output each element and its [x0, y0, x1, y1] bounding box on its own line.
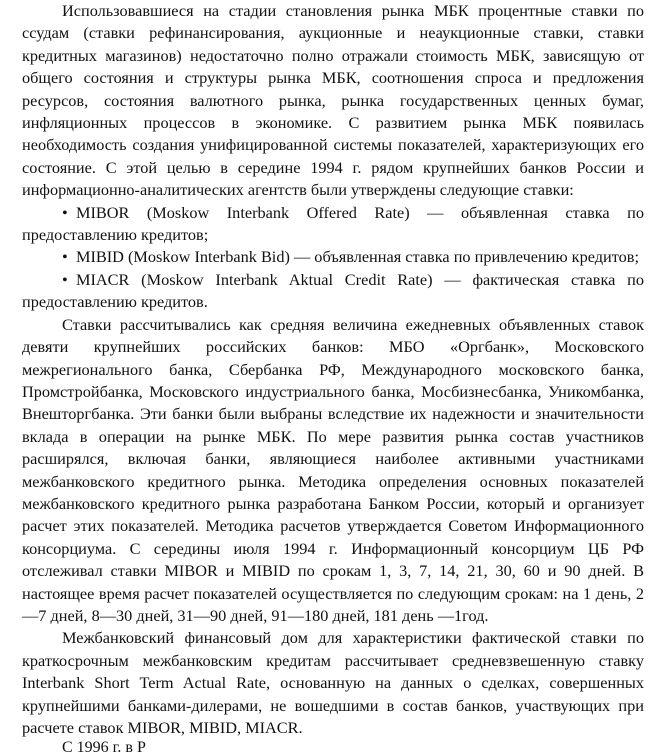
cut-off-line: С 1996 г. в Р [62, 740, 146, 756]
bullet-mibid [22, 246, 644, 268]
paragraph-intro: Использовавшиеся на стадии становления рынка МБК процентные ставки по ссудам (ставки рефинансирования, аукционные и неаукционные ставки, ставки кредитных магазинов) недостаточно полно отражали стоимость МБК, зависящую от общего состояния и структуры рынка МБК, соотношения спроса и предложения ресурсов, состояния валютного рынка, рынка государственных ценных бумаг, инфляционных процессов в экономике. С развитием рынка МБК появилась необходимость создания унифицированной системы показателей, характеризующих его состояние. С этой целью в середине 1994 г. рядом крупнейших банков России и информационно-аналитических агентств были утверждены следующие ставки: [22, 1, 644, 200]
bullet-text: MIBOR (Moskow Interbank Offered Rate) — объявленная ставка по предоставлению кредитов; [22, 202, 644, 245]
paragraph-interbank-house: Межбанковский финансовый дом для характеристики фактической ставки по краткосрочным межбанковским кредитам рассчитывает средневзвешенную ставку Interbank Short Term Actual Rate, основанную на данных о сделках, совершенных крупнейшими банками-дилерами, не вошедшими в состав банков, участвующих при расчете ставок MIBOR, MIBID, MIACR. [22, 628, 644, 737]
bullet-miacr [22, 269, 644, 314]
document-page [22, 0, 644, 739]
bullet-marker: • [62, 202, 68, 222]
bullet-text: MIACR (Moskow Interbank Aktual Credit Rate) — фактическая ставка по предоставлению кредитов. [22, 269, 644, 312]
bullet-mibor [22, 202, 644, 247]
bullet-text: MIBID (Moskow Interbank Bid) — объявленная ставка по привлечению кредитов; [76, 247, 639, 267]
bullet-marker: • [62, 269, 68, 289]
bullet-marker: • [62, 247, 68, 267]
paragraph-calculation: Ставки рассчитывались как средняя величина ежедневных объявленных ставок девяти крупнейших российских банков: МБО «Оргбанк», Московского межрегионального банка, Сбербанка РФ, Международного московского банка, Промстройбанка, Московского индустриального банка, Мосбизнесбанка, Уникомбанка, Внешторгбанка. Эти банки были выбраны вследствие их надежности и значительности вклада в операции на рынке МБК. По мере развития рынка состав участников расширялся, включая банки, являющиеся наиболее активными участниками межбанковского кредитного рынка. Методика определения основных показателей межбанковского кредитного рынка разработана Банком России, который и организует расчет этих показателей. Методика расчетов утверждается Советом Информационного консорциума. С середины июля 1994 г. Информационный консорциум ЦБ РФ отслеживал ставки MIBOR и MIBID по срокам 1, 3, 7, 14, 21, 30, 60 и 90 дней. В настоящее время расчет показателей осуществляется по следующим срокам: на 1 день, 2—7 дней, 8—30 дней, 31—90 дней, 91—180 дней, 181 день —1год. [22, 314, 644, 625]
